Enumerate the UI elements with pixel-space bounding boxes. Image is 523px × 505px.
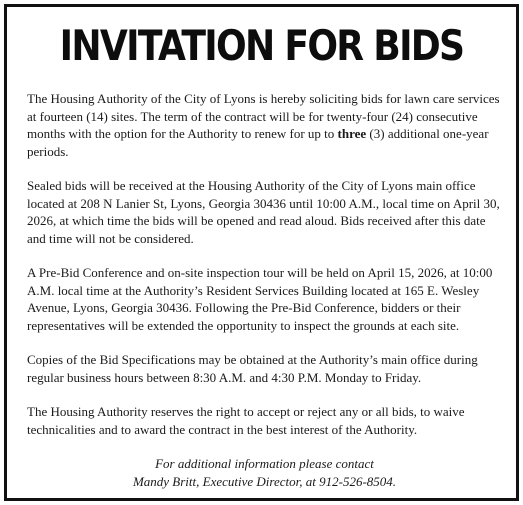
contract-term-text-end: (3) additional one-year periods. — [27, 126, 489, 159]
rights-reserved-paragraph: The Housing Authority reserves the right to accept or reject any or all bids, to waive technicalities and to award the contract in the best interest of the Authority. — [27, 404, 465, 437]
notice-body — [27, 90, 502, 490]
bid-notice — [4, 4, 519, 501]
sealed-bids-paragraph: Sealed bids will be received at the Housing Authority of the City of Lyons main office located at 208 N Lanier St, Lyons, Georgia 30436 until 10:00 A.M., local time on April 30, 2026, at which time the bids will be opened and read aloud. Bids received after this date and time will not be considered. — [27, 178, 500, 246]
contact-info — [27, 455, 502, 490]
contact-line-1: For additional information please contact — [155, 456, 374, 471]
contract-term-text: The Housing Authority of the City of Lyons is hereby soliciting bids for lawn care services at fourteen (14) sites. The term of the contract will be for twenty-four (24) consecutive months with the option for the Authority to renew for up to — [27, 91, 500, 141]
bid-specifications-paragraph: Copies of the Bid Specifications may be obtained at the Authority’s main office during regular business hours between 8:30 A.M. and 4:30 P.M. Monday to Friday. — [27, 352, 478, 385]
contract-term-paragraph — [27, 90, 502, 160]
renewal-count-emphasis: three — [337, 126, 367, 141]
notice-title: INVITATION FOR BIDS — [59, 21, 464, 70]
pre-bid-conference-paragraph: A Pre-Bid Conference and on-site inspection tour will be held on April 15, 2026, at 10:00 A.M. local time at the Authority’s Resident Services Building located at 165 E. Wesley Avenue, Lyons, Georgia 30436. Following the Pre-Bid Conference, bidders or their representatives will be extended the opportunity to inspect the grounds at each site. — [27, 265, 493, 333]
contact-line-2: Mandy Britt, Executive Director, at 912-526-8504. — [132, 473, 397, 489]
